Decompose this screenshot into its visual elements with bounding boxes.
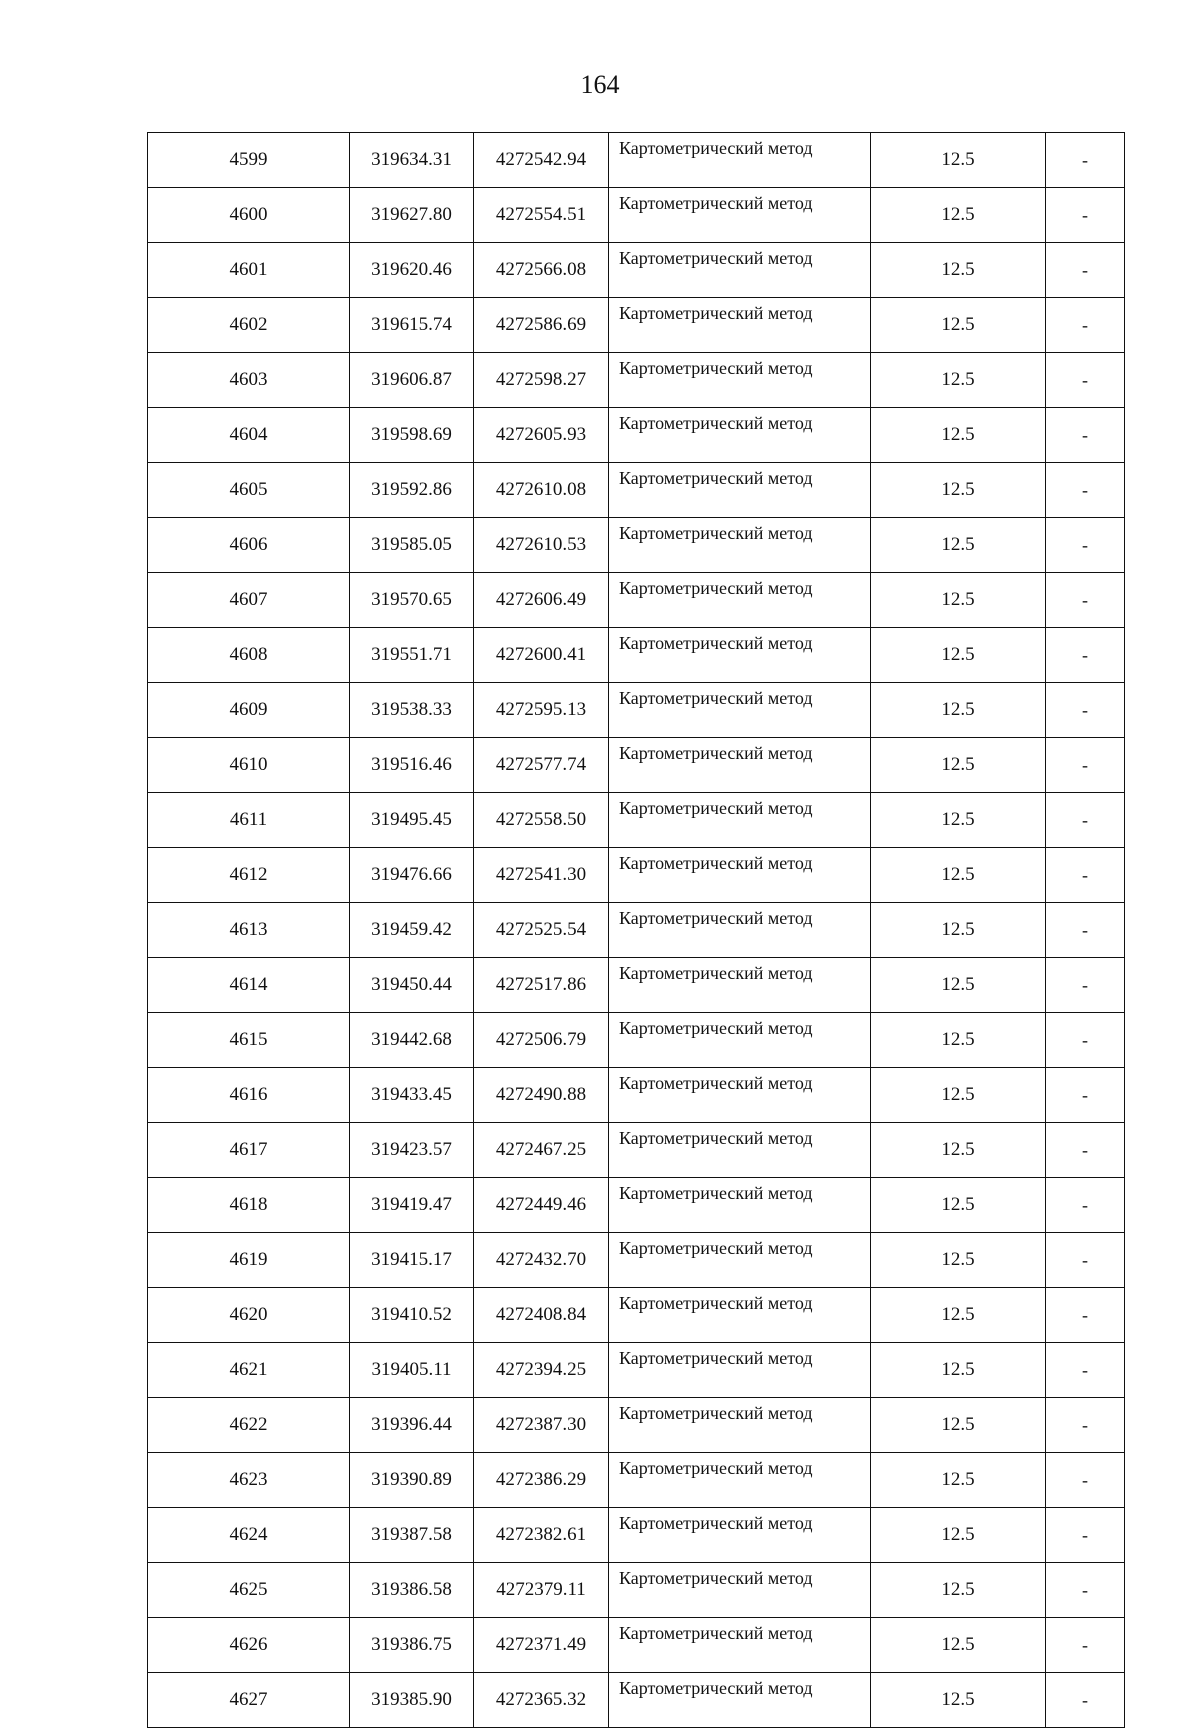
x-coordinate-cell: 319570.65 xyxy=(350,573,474,628)
y-coordinate-cell: 4272606.49 xyxy=(474,573,609,628)
note-cell: - xyxy=(1046,573,1125,628)
accuracy-cell: 12.5 xyxy=(871,1563,1046,1618)
point-number-cell: 4611 xyxy=(148,793,350,848)
y-coordinate-cell: 4272387.30 xyxy=(474,1398,609,1453)
x-coordinate-cell: 319516.46 xyxy=(350,738,474,793)
table-row xyxy=(148,738,1125,793)
note-cell: - xyxy=(1046,958,1125,1013)
y-coordinate-cell: 4272382.61 xyxy=(474,1508,609,1563)
x-coordinate-cell: 319592.86 xyxy=(350,463,474,518)
method-cell: Картометрический метод xyxy=(609,1178,871,1233)
note-cell: - xyxy=(1046,1288,1125,1343)
note-cell: - xyxy=(1046,1123,1125,1178)
y-coordinate-cell: 4272566.08 xyxy=(474,243,609,298)
x-coordinate-cell: 319476.66 xyxy=(350,848,474,903)
table-row xyxy=(148,1508,1125,1563)
point-number-cell: 4618 xyxy=(148,1178,350,1233)
accuracy-cell: 12.5 xyxy=(871,1288,1046,1343)
x-coordinate-cell: 319385.90 xyxy=(350,1673,474,1728)
x-coordinate-cell: 319459.42 xyxy=(350,903,474,958)
method-cell: Картометрический метод xyxy=(609,573,871,628)
point-number-cell: 4623 xyxy=(148,1453,350,1508)
x-coordinate-cell: 319620.46 xyxy=(350,243,474,298)
accuracy-cell: 12.5 xyxy=(871,463,1046,518)
x-coordinate-cell: 319419.47 xyxy=(350,1178,474,1233)
accuracy-cell: 12.5 xyxy=(871,1398,1046,1453)
accuracy-cell: 12.5 xyxy=(871,683,1046,738)
method-cell: Картометрический метод xyxy=(609,1453,871,1508)
x-coordinate-cell: 319598.69 xyxy=(350,408,474,463)
table-row xyxy=(148,1288,1125,1343)
accuracy-cell: 12.5 xyxy=(871,628,1046,683)
y-coordinate-cell: 4272432.70 xyxy=(474,1233,609,1288)
method-cell: Картометрический метод xyxy=(609,1398,871,1453)
note-cell: - xyxy=(1046,793,1125,848)
x-coordinate-cell: 319615.74 xyxy=(350,298,474,353)
method-cell: Картометрический метод xyxy=(609,1618,871,1673)
note-cell: - xyxy=(1046,1673,1125,1728)
note-cell: - xyxy=(1046,848,1125,903)
table-row xyxy=(148,793,1125,848)
accuracy-cell: 12.5 xyxy=(871,408,1046,463)
table-row xyxy=(148,1618,1125,1673)
y-coordinate-cell: 4272610.53 xyxy=(474,518,609,573)
y-coordinate-cell: 4272610.08 xyxy=(474,463,609,518)
accuracy-cell: 12.5 xyxy=(871,1013,1046,1068)
method-cell: Картометрический метод xyxy=(609,1343,871,1398)
x-coordinate-cell: 319606.87 xyxy=(350,353,474,408)
note-cell: - xyxy=(1046,133,1125,188)
accuracy-cell: 12.5 xyxy=(871,1508,1046,1563)
x-coordinate-cell: 319585.05 xyxy=(350,518,474,573)
y-coordinate-cell: 4272558.50 xyxy=(474,793,609,848)
note-cell: - xyxy=(1046,408,1125,463)
table-row xyxy=(148,1013,1125,1068)
method-cell: Картометрический метод xyxy=(609,408,871,463)
table-row xyxy=(148,133,1125,188)
table-row xyxy=(148,628,1125,683)
table-row xyxy=(148,518,1125,573)
x-coordinate-cell: 319634.31 xyxy=(350,133,474,188)
point-number-cell: 4599 xyxy=(148,133,350,188)
method-cell: Картометрический метод xyxy=(609,1233,871,1288)
point-number-cell: 4610 xyxy=(148,738,350,793)
note-cell: - xyxy=(1046,188,1125,243)
table-row xyxy=(148,903,1125,958)
y-coordinate-cell: 4272517.86 xyxy=(474,958,609,1013)
y-coordinate-cell: 4272595.13 xyxy=(474,683,609,738)
y-coordinate-cell: 4272525.54 xyxy=(474,903,609,958)
method-cell: Картометрический метод xyxy=(609,683,871,738)
method-cell: Картометрический метод xyxy=(609,793,871,848)
accuracy-cell: 12.5 xyxy=(871,518,1046,573)
x-coordinate-cell: 319442.68 xyxy=(350,1013,474,1068)
point-number-cell: 4602 xyxy=(148,298,350,353)
note-cell: - xyxy=(1046,298,1125,353)
table-row xyxy=(148,1398,1125,1453)
accuracy-cell: 12.5 xyxy=(871,298,1046,353)
method-cell: Картометрический метод xyxy=(609,958,871,1013)
y-coordinate-cell: 4272598.27 xyxy=(474,353,609,408)
table-row xyxy=(148,1343,1125,1398)
accuracy-cell: 12.5 xyxy=(871,133,1046,188)
point-number-cell: 4600 xyxy=(148,188,350,243)
accuracy-cell: 12.5 xyxy=(871,903,1046,958)
x-coordinate-cell: 319405.11 xyxy=(350,1343,474,1398)
note-cell: - xyxy=(1046,1453,1125,1508)
accuracy-cell: 12.5 xyxy=(871,1233,1046,1288)
y-coordinate-cell: 4272490.88 xyxy=(474,1068,609,1123)
accuracy-cell: 12.5 xyxy=(871,243,1046,298)
table-row xyxy=(148,1123,1125,1178)
point-number-cell: 4619 xyxy=(148,1233,350,1288)
note-cell: - xyxy=(1046,1618,1125,1673)
y-coordinate-cell: 4272577.74 xyxy=(474,738,609,793)
x-coordinate-cell: 319415.17 xyxy=(350,1233,474,1288)
method-cell: Картометрический метод xyxy=(609,1013,871,1068)
method-cell: Картометрический метод xyxy=(609,848,871,903)
x-coordinate-cell: 319423.57 xyxy=(350,1123,474,1178)
y-coordinate-cell: 4272379.11 xyxy=(474,1563,609,1618)
x-coordinate-cell: 319396.44 xyxy=(350,1398,474,1453)
x-coordinate-cell: 319387.58 xyxy=(350,1508,474,1563)
method-cell: Картометрический метод xyxy=(609,518,871,573)
accuracy-cell: 12.5 xyxy=(871,1618,1046,1673)
x-coordinate-cell: 319410.52 xyxy=(350,1288,474,1343)
table-row xyxy=(148,1068,1125,1123)
method-cell: Картометрический метод xyxy=(609,298,871,353)
point-number-cell: 4609 xyxy=(148,683,350,738)
accuracy-cell: 12.5 xyxy=(871,353,1046,408)
table-row xyxy=(148,848,1125,903)
point-number-cell: 4601 xyxy=(148,243,350,298)
point-number-cell: 4616 xyxy=(148,1068,350,1123)
accuracy-cell: 12.5 xyxy=(871,1068,1046,1123)
method-cell: Картометрический метод xyxy=(609,903,871,958)
note-cell: - xyxy=(1046,1508,1125,1563)
accuracy-cell: 12.5 xyxy=(871,738,1046,793)
method-cell: Картометрический метод xyxy=(609,1508,871,1563)
point-number-cell: 4621 xyxy=(148,1343,350,1398)
method-cell: Картометрический метод xyxy=(609,353,871,408)
accuracy-cell: 12.5 xyxy=(871,1343,1046,1398)
note-cell: - xyxy=(1046,463,1125,518)
accuracy-cell: 12.5 xyxy=(871,793,1046,848)
y-coordinate-cell: 4272371.49 xyxy=(474,1618,609,1673)
x-coordinate-cell: 319450.44 xyxy=(350,958,474,1013)
accuracy-cell: 12.5 xyxy=(871,573,1046,628)
point-number-cell: 4622 xyxy=(148,1398,350,1453)
point-number-cell: 4626 xyxy=(148,1618,350,1673)
note-cell: - xyxy=(1046,1343,1125,1398)
method-cell: Картометрический метод xyxy=(609,1673,871,1728)
y-coordinate-cell: 4272554.51 xyxy=(474,188,609,243)
point-number-cell: 4607 xyxy=(148,573,350,628)
method-cell: Картометрический метод xyxy=(609,1563,871,1618)
table-row xyxy=(148,683,1125,738)
x-coordinate-cell: 319538.33 xyxy=(350,683,474,738)
note-cell: - xyxy=(1046,1398,1125,1453)
table-row xyxy=(148,1673,1125,1728)
note-cell: - xyxy=(1046,1178,1125,1233)
table-row xyxy=(148,188,1125,243)
x-coordinate-cell: 319433.45 xyxy=(350,1068,474,1123)
method-cell: Картометрический метод xyxy=(609,1288,871,1343)
accuracy-cell: 12.5 xyxy=(871,958,1046,1013)
table-row xyxy=(148,1563,1125,1618)
point-number-cell: 4604 xyxy=(148,408,350,463)
table-row xyxy=(148,1178,1125,1233)
accuracy-cell: 12.5 xyxy=(871,1453,1046,1508)
note-cell: - xyxy=(1046,1563,1125,1618)
y-coordinate-cell: 4272506.79 xyxy=(474,1013,609,1068)
table-row xyxy=(148,573,1125,628)
method-cell: Картометрический метод xyxy=(609,628,871,683)
y-coordinate-cell: 4272542.94 xyxy=(474,133,609,188)
x-coordinate-cell: 319551.71 xyxy=(350,628,474,683)
note-cell: - xyxy=(1046,353,1125,408)
point-number-cell: 4625 xyxy=(148,1563,350,1618)
table-row xyxy=(148,463,1125,518)
table-row xyxy=(148,1233,1125,1288)
point-number-cell: 4627 xyxy=(148,1673,350,1728)
point-number-cell: 4620 xyxy=(148,1288,350,1343)
note-cell: - xyxy=(1046,903,1125,958)
coordinates-table xyxy=(147,132,1125,1728)
note-cell: - xyxy=(1046,1013,1125,1068)
y-coordinate-cell: 4272467.25 xyxy=(474,1123,609,1178)
x-coordinate-cell: 319390.89 xyxy=(350,1453,474,1508)
point-number-cell: 4606 xyxy=(148,518,350,573)
x-coordinate-cell: 319386.58 xyxy=(350,1563,474,1618)
y-coordinate-cell: 4272449.46 xyxy=(474,1178,609,1233)
point-number-cell: 4613 xyxy=(148,903,350,958)
method-cell: Картометрический метод xyxy=(609,133,871,188)
method-cell: Картометрический метод xyxy=(609,243,871,298)
note-cell: - xyxy=(1046,738,1125,793)
y-coordinate-cell: 4272365.32 xyxy=(474,1673,609,1728)
y-coordinate-cell: 4272586.69 xyxy=(474,298,609,353)
point-number-cell: 4617 xyxy=(148,1123,350,1178)
y-coordinate-cell: 4272605.93 xyxy=(474,408,609,463)
table-row xyxy=(148,353,1125,408)
x-coordinate-cell: 319627.80 xyxy=(350,188,474,243)
accuracy-cell: 12.5 xyxy=(871,1673,1046,1728)
table-row xyxy=(148,408,1125,463)
point-number-cell: 4615 xyxy=(148,1013,350,1068)
method-cell: Картометрический метод xyxy=(609,1068,871,1123)
x-coordinate-cell: 319386.75 xyxy=(350,1618,474,1673)
y-coordinate-cell: 4272541.30 xyxy=(474,848,609,903)
method-cell: Картометрический метод xyxy=(609,188,871,243)
point-number-cell: 4624 xyxy=(148,1508,350,1563)
accuracy-cell: 12.5 xyxy=(871,848,1046,903)
point-number-cell: 4608 xyxy=(148,628,350,683)
note-cell: - xyxy=(1046,518,1125,573)
y-coordinate-cell: 4272386.29 xyxy=(474,1453,609,1508)
accuracy-cell: 12.5 xyxy=(871,1178,1046,1233)
table-row xyxy=(148,298,1125,353)
table-row xyxy=(148,243,1125,298)
note-cell: - xyxy=(1046,1233,1125,1288)
note-cell: - xyxy=(1046,243,1125,298)
y-coordinate-cell: 4272408.84 xyxy=(474,1288,609,1343)
note-cell: - xyxy=(1046,683,1125,738)
note-cell: - xyxy=(1046,628,1125,683)
method-cell: Картометрический метод xyxy=(609,1123,871,1178)
method-cell: Картометрический метод xyxy=(609,738,871,793)
accuracy-cell: 12.5 xyxy=(871,1123,1046,1178)
x-coordinate-cell: 319495.45 xyxy=(350,793,474,848)
point-number-cell: 4612 xyxy=(148,848,350,903)
accuracy-cell: 12.5 xyxy=(871,188,1046,243)
point-number-cell: 4605 xyxy=(148,463,350,518)
y-coordinate-cell: 4272394.25 xyxy=(474,1343,609,1398)
point-number-cell: 4603 xyxy=(148,353,350,408)
page-number: 164 xyxy=(580,70,620,99)
table-row xyxy=(148,958,1125,1013)
y-coordinate-cell: 4272600.41 xyxy=(474,628,609,683)
note-cell: - xyxy=(1046,1068,1125,1123)
table-body xyxy=(148,133,1125,1728)
point-number-cell: 4614 xyxy=(148,958,350,1013)
table-row xyxy=(148,1453,1125,1508)
method-cell: Картометрический метод xyxy=(609,463,871,518)
